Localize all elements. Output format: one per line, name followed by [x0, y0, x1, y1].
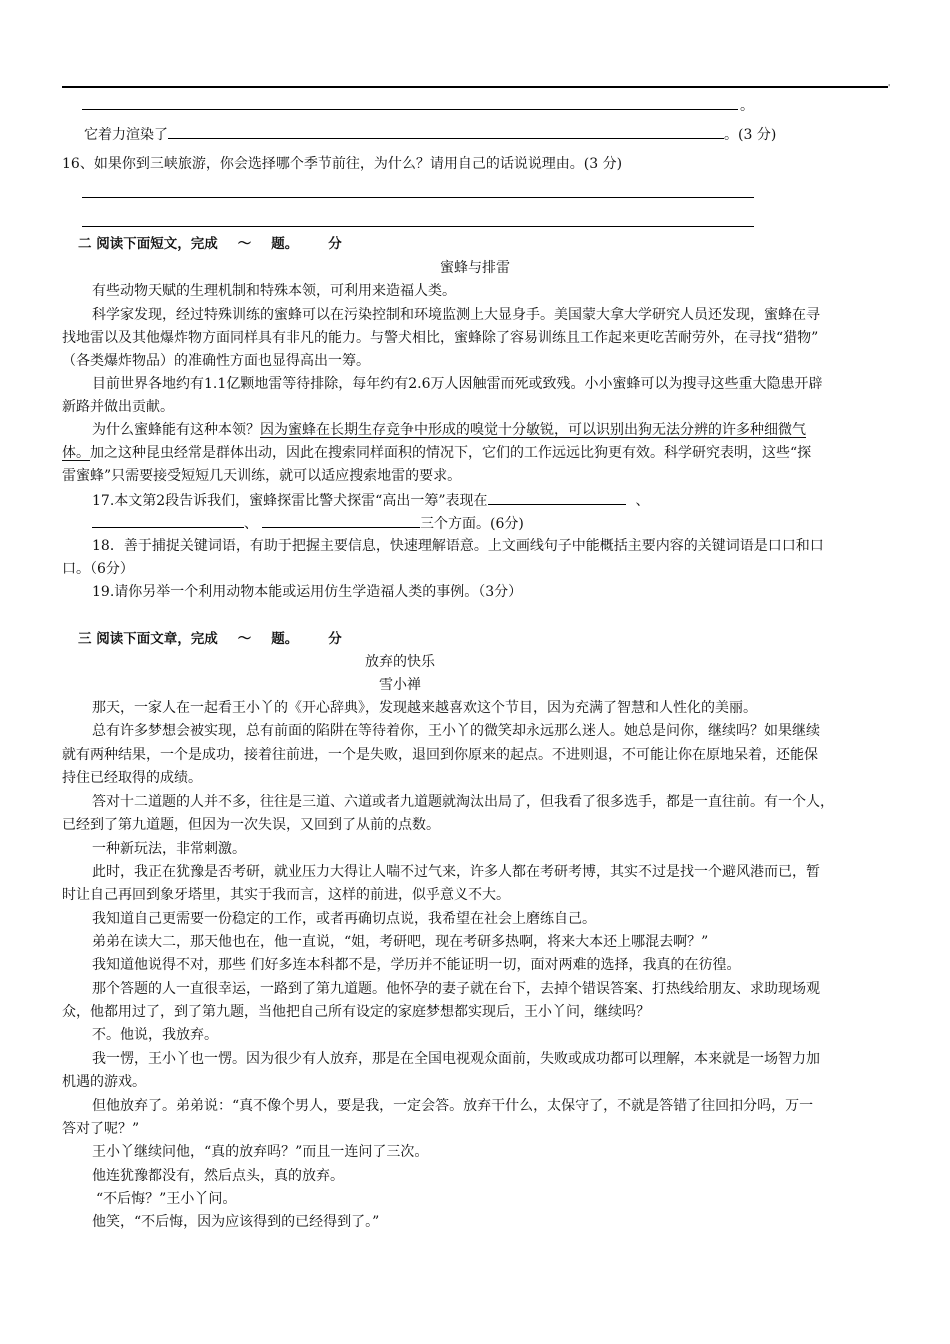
- section3-heading: 三 阅读下面文章，完成 ～ 题。 分: [78, 631, 342, 647]
- passage-line: 答对了呢？”: [62, 1121, 140, 1137]
- passage-line: 不。他说，我放弃。: [92, 1027, 218, 1043]
- s2-p2-l2: 找地雷以及其他爆炸物方面同样具有非凡的能力。与警犬相比，蜜蜂除了容易训练且工作起来更吃苦耐劳外，在寻找“猎物”: [62, 330, 819, 346]
- s2-p2-l1: 科学家发现，经过特殊训练的蜜蜂可以在污染控制和环境监测上大显身手。美国蒙大拿大学研究人员还发现，蜜蜂在寻: [92, 307, 820, 323]
- q16-text: 16、如果你到三峡旅游，你会选择哪个季节前往，为什么？请用自己的话说说理由。(3 分): [62, 156, 623, 172]
- passage-line: 弟弟在读大二，那天他也在，他一直说，“姐，考研吧，现在考研多热啊，将来大本还上哪混去啊？”: [92, 934, 709, 950]
- q17-blank-2[interactable]: [92, 513, 244, 528]
- s2-p3-l1: 目前世界各地约有1.1亿颗地雷等待排除，每年约有2.6万人因触雷而死或致残。小小蜜蜂可以为搜寻这些重大隐患开辟: [92, 376, 823, 392]
- passage-line: 此时，我正在犹豫是否考研，就业压力大得让人喘不过气来，许多人都在考研考博，其实不过是找一个避风港而已，暂: [92, 864, 820, 880]
- line-end-period: 。: [740, 98, 754, 114]
- passage-line: 那天，一家人在一起看王小丫的《开心辞典》，发现越来越喜欢这个节目，因为充满了智慧和人性化的美丽。: [92, 700, 757, 716]
- passage-line: 持住已经取得的成绩。: [62, 770, 202, 786]
- q17-line1: 17.本文第2段告诉我们，蜜蜂探雷比警犬探雷“高出一筹”表现在 、: [92, 490, 650, 511]
- passage-line: 我知道他说得不对，那些 们好多连本科都不是，学历并不能证明一切，面对两难的选择，我真的在彷徨。: [92, 957, 741, 973]
- s2-p4-l2: 体。加之这种昆虫经常是群体出动，因此在搜索同样面积的情况下，它们的工作远远比狗更有效。科学研究表明，这些“探: [62, 445, 812, 461]
- s2-p3-l2: 新路并做出贡献。: [62, 399, 174, 415]
- passage-line: 一种新玩法，非常刺激。: [92, 841, 246, 857]
- q18-line2: 口。（6分）: [62, 561, 134, 577]
- passage-line: 那个答题的人一直很幸运，一路到了第九道题。他怀孕的妻子就在台下，去掉个错误答案、打热线给朋友、求助现场观: [92, 981, 820, 997]
- section3-title: 放弃的快乐: [365, 654, 435, 670]
- passage-line: 众，他都用过了，到了第九题，当他把自己所有设定的家庭梦想都实现后，王小丫问，继续吗？: [62, 1004, 650, 1020]
- passage-line: “不后悔？”王小丫问。: [96, 1191, 237, 1207]
- section2-heading: 二 阅读下面短文，完成 ～ 题。 分: [78, 236, 342, 252]
- q15-blank[interactable]: [168, 124, 724, 139]
- underlined-sentence: 因为蜜蜂在长期生存竞争中形成的嗅觉十分敏锐，可以识别出狗无法分辨的许多种细微气: [260, 422, 806, 438]
- q15-prefix: 它着力渲染了: [84, 127, 168, 143]
- section3-author: 雪小禅: [379, 677, 421, 693]
- s2-p4-l1: 为什么蜜蜂能有这种本领？因为蜜蜂在长期生存竞争中形成的嗅觉十分敏锐，可以识别出狗无法分辨的许多种细微气: [92, 422, 806, 438]
- passage-line: 我知道自己更需要一份稳定的工作，或者再确切点说，我希望在社会上磨练自己。: [92, 911, 596, 927]
- q15-score: 。(3 分): [724, 127, 777, 143]
- q16-answer-line-1[interactable]: [82, 197, 754, 198]
- passage-line: 王小丫继续问他，“真的放弃吗？”而且一连问了三次。: [92, 1144, 429, 1160]
- q17-line2: 、 三个方面。(6分): [92, 513, 524, 534]
- passage-line: 他笑，“不后悔，因为应该得到的已经得到了。”: [92, 1214, 380, 1230]
- header-rule: [62, 86, 888, 88]
- q16-answer-line-2[interactable]: [82, 226, 754, 227]
- s2-p4-l3: 雷蜜蜂”只需要接受短短几天训练，就可以适应搜索地雷的要求。: [62, 468, 462, 484]
- section2-title: 蜜蜂与排雷: [440, 260, 510, 276]
- passage-line: 机遇的游戏。: [62, 1074, 146, 1090]
- passage-line: 已经到了第九道题，但因为一次失误，又回到了从前的点数。: [62, 817, 440, 833]
- q19-text: 19.请你另举一个利用动物本能或运用仿生学造福人类的事例。（3分）: [92, 584, 523, 600]
- passage-line: 就有两种结果，一个是成功，接着往前进，一个是失败，退回到你原来的起点。不进则退，不可能让你在原地呆着，还能保: [62, 747, 818, 763]
- passage-line: 但他放弃了。弟弟说：“真不像个男人，要是我，一定会答。放弃干什么，太保守了，不就是答错了往回扣分吗，万一: [92, 1098, 814, 1114]
- answer-line: [82, 109, 738, 110]
- q15-line2: [84, 124, 776, 145]
- passage-line: 他连犹豫都没有，然后点头，真的放弃。: [92, 1168, 344, 1184]
- q17-blank-1[interactable]: [488, 490, 626, 505]
- passage-line: 我一愣，王小丫也一愣。因为很少有人放弃，那是在全国电视观众面前，失败或成功都可以理解，本来就是一场智力加: [92, 1051, 820, 1067]
- passage-line: 时让自己再回到象牙塔里，其实于我而言，这样的前进，似乎意义不大。: [62, 887, 510, 903]
- s2-p2-l3: （各类爆炸物品）的准确性方面也显得高出一筹。: [62, 353, 370, 369]
- q18-line1: 18．善于捕捉关键词语，有助于把握主要信息，快速理解语意。上文画线句子中能概括主要内容的关键词语是口口和口: [92, 538, 824, 554]
- passage-line: 答对十二道题的人并不多，往往是三道、六道或者九道题就淘汰出局了，但我看了很多选手，都是一直往前。有一个人，: [92, 794, 834, 810]
- s2-p1: 有些动物天赋的生理机制和特殊本领，可利用来造福人类。: [92, 283, 456, 299]
- passage-line: 总有许多梦想会被实现，总有前面的陷阱在等待着你，王小丫的微笑却永远那么迷人。她总是问你，继续吗？如果继续: [92, 723, 820, 739]
- corner-mark: ': [888, 83, 891, 92]
- q17-blank-3[interactable]: [262, 513, 420, 528]
